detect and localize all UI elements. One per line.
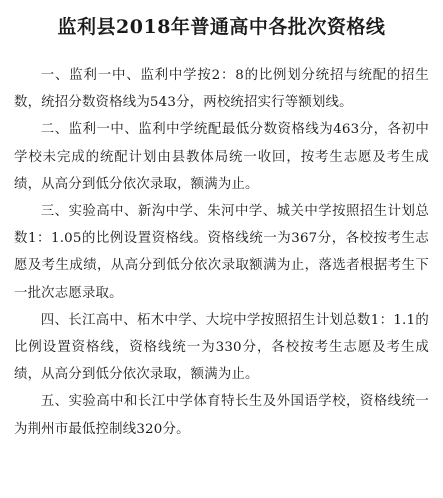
paragraph-1: 一、监利一中、监利中学按2：8的比例划分统招与统配的招生数，统招分数资格线为543分，两校统招实行等额划线。 (14, 68, 429, 111)
paragraph-3: 三、实验高中、新沟中学、朱河中学、城关中学按照招生计划总数1：1.05的比例设置资格线。资格线统一为367分，各校按考生志愿及考生成绩，从高分到低分依次录取额满为止，落选者根据考生下一批次志愿录取。 (14, 204, 429, 301)
paragraph-4: 四、长江高中、柘木中学、大垸中学按照招生计划总数1：1.1的比例设置资格线，资格线统一为330分，各校按考生志愿及考生成绩，从高分到低分依次录取，额满为止。 (14, 312, 429, 383)
paragraph-5: 五、实验高中和长江中学体育特长生及外国语学校，资格线统一为荆州市最低控制线320分。 (14, 394, 429, 437)
paragraph-2: 二、监利一中、监利中学统配最低分数资格线为463分，各初中学校未完成的统配计划由县教体局统一收回，按考生志愿及考生成绩，从高分到低分依次录取，额满为止。 (14, 122, 429, 192)
document-title: 监利县2018年普通高中各批次资格线 (57, 16, 386, 38)
